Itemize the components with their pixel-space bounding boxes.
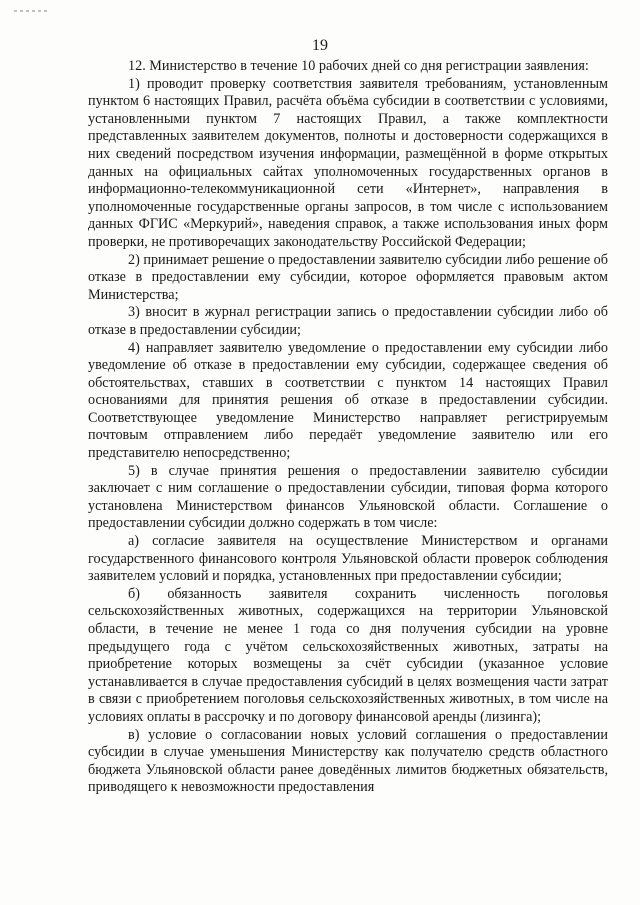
paragraph-item-4: 4) направляет заявителю уведомление о предоставлении ему субсидии либо уведомление об отказе в предоставлении ему субсидии, содержащее сведения об обстоятельствах, ставших в соответствии с пунктом 14 настоящих Правил основаниями для принятия решения об отказе в предоставлении субсидии. Соответствующее уведомление Министерство направляет регистрируемым почтовым отправлением либо передаёт уведомление заявителю или его представителю непосредственно; bbox=[88, 339, 608, 462]
paragraph-subitem-v: в) условие о согласовании новых условий соглашения о предоставлении субсидии в случае уменьшения Министерству как получателю средств областного бюджета Ульяновской области ранее доведённых лимитов бюджетных обязательств, приводящего к невозможности предоставления bbox=[88, 726, 608, 796]
paragraph-subitem-a: а) согласие заявителя на осуществление Министерством и органами государственного финансового контроля Ульяновской области проверок соблюдения заявителем условий и порядка, установленных при предоставлении субсидии; bbox=[88, 533, 608, 585]
paragraph-item-1: 1) проводит проверку соответствия заявителя требованиям, установленным пунктом 6 настоящих Правил, расчёта объёма субсидии в соответствии с условиями, установленными пунктом 7 настоящих Правил, а также комплектности представленных заявителем документов, полноты и достоверности содержащихся в них сведений посредством изучения информации, размещённой в форме открытых данных на официальных сайтах уполномоченных государственных органов в информационно-телекоммуникационной сети «Интернет», направления в уполномоченные государственные органы запросов, в том числе с использованием данных ФГИС «Меркурий», наведения справок, а также использования иных форм проверки, не противоречащих законодательству Российской Федерации; bbox=[88, 75, 608, 250]
paragraph-item-5: 5) в случае принятия решения о предоставлении заявителю субсидии заключает с ним соглашение о предоставлении субсидии, типовая форма которого установлена Министерством финансов Ульяновской области. Соглашение о предоставлении субсидии должно содержать в том числе: bbox=[88, 462, 608, 532]
paragraph-item-2: 2) принимает решение о предоставлении заявителю субсидии либо решение об отказе в предоставлении ему субсидии, которое оформляется правовым актом Министерства; bbox=[88, 251, 608, 303]
paragraph-12: 12. Министерство в течение 10 рабочих дней со дня регистрации заявления: bbox=[128, 58, 589, 74]
paragraph-subitem-b: б) обязанность заявителя сохранить численность поголовья сельскохозяйственных животных, содержащихся на территории Ульяновской области, в течение не менее 1 года со дня получения субсидии на уровне предыдущего года с учётом сельскохозяйственных животных, затраты на приобретение которых возмещены за счёт субсидии (указанное условие устанавливается в случае предоставления субсидий в целях возмещения части затрат в связи с приобретением поголовья сельскохозяйственных животных, в том числе на условиях оплаты в рассрочку и по договору финансовой аренды (лизинга); bbox=[88, 585, 608, 725]
page-number: 19 bbox=[312, 37, 328, 54]
paragraph-item-3: 3) вносит в журнал регистрации запись о предоставлении субсидии либо об отказе в предоставлении субсидии; bbox=[88, 304, 608, 338]
document-body bbox=[88, 58, 608, 797]
scan-artifact bbox=[14, 10, 50, 12]
